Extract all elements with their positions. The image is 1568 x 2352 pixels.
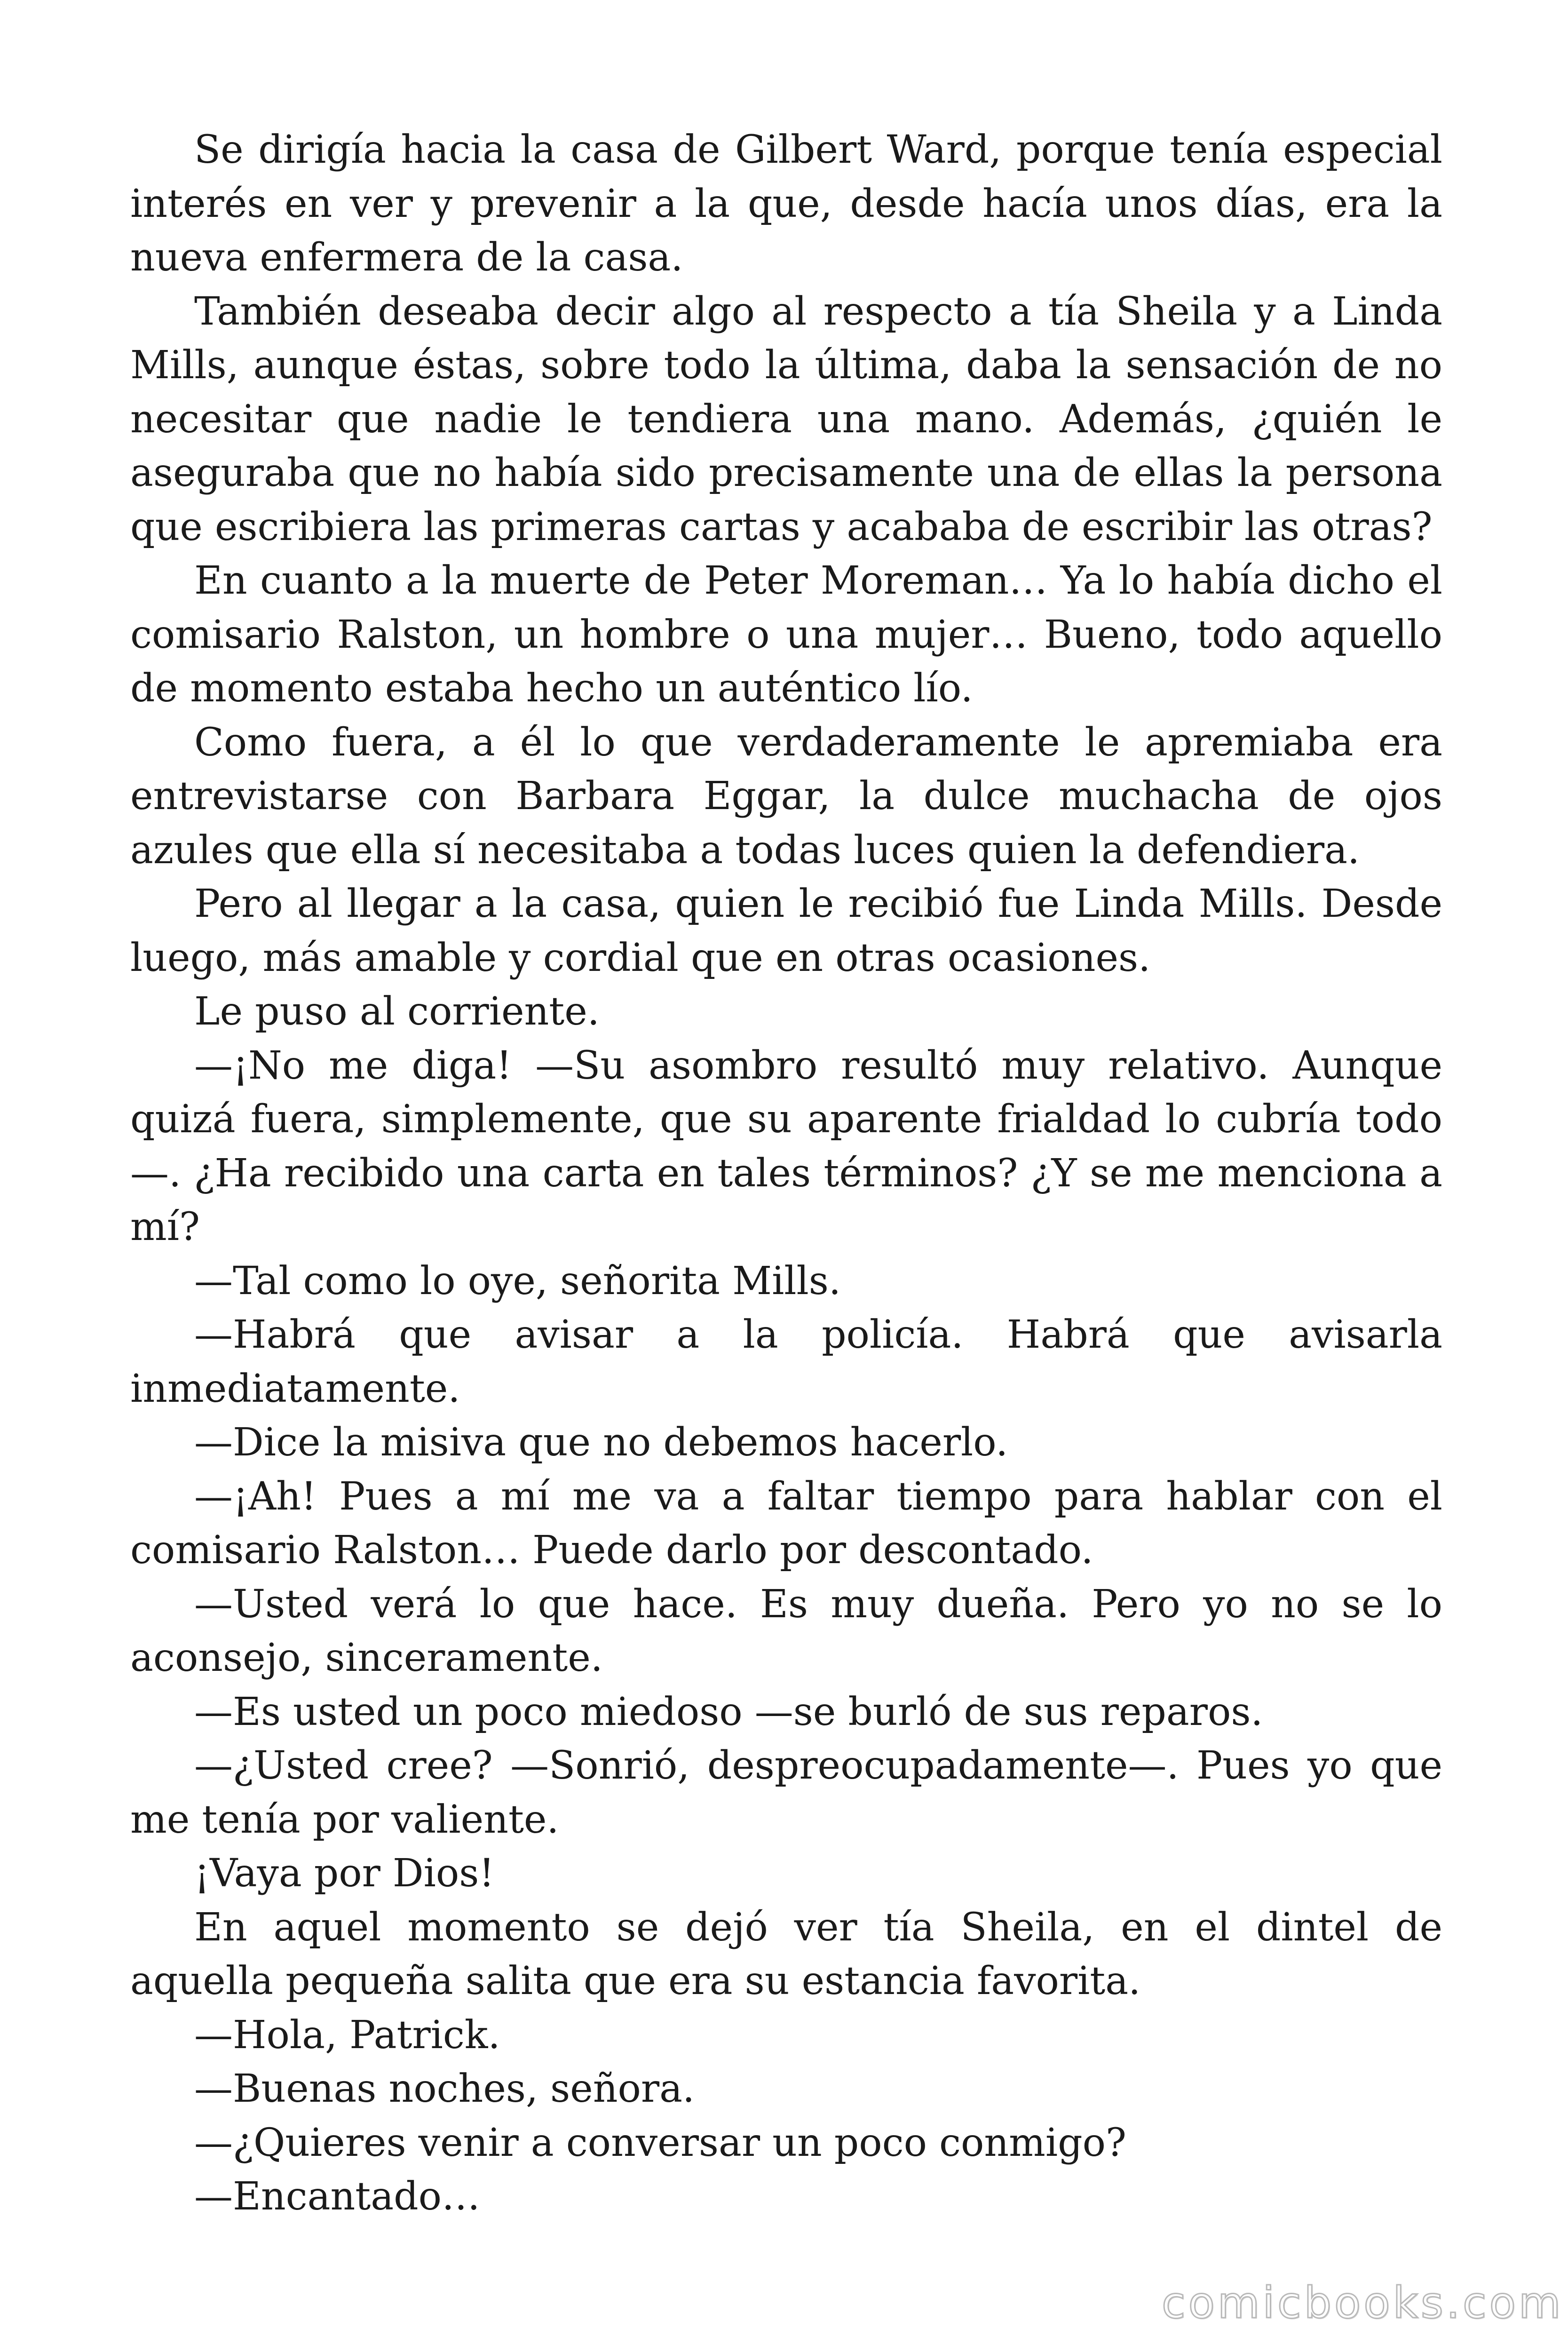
paragraph: Como fuera, a él lo que verdaderamente le apremiaba era entrevistarse con Barbara Eggar, la dulce muchacha de ojos azules que ella sí necesitaba a todas luces quien la defendiera. [130, 720, 1442, 873]
paragraph: —Buenas noches, señora. [194, 2066, 695, 2111]
paragraph: En cuanto a la muerte de Peter Moreman… Ya lo había dicho el comisario Ralston, un hombre o una mujer… Bueno, todo aquello de momento estaba hecho un auténtico lío. [130, 558, 1442, 711]
paragraph: —Es usted un poco miedoso —se burló de sus reparos. [194, 1689, 1263, 1734]
paragraph: —¿Usted cree? —Sonrió, despreocupadamente—. Pues yo que me tenía por valiente. [130, 1743, 1442, 1842]
paragraph: —Hola, Patrick. [194, 2012, 500, 2058]
paragraph: Se dirigía hacia la casa de Gilbert Ward, porque tenía especial interés en ver y prevenir a la que, desde hacía unos días, era la nueva enfermera de la casa. [130, 127, 1442, 280]
paragraph: —¿Quieres venir a conversar un poco conmigo? [194, 2120, 1126, 2165]
paragraph: —¡No me diga! —Su asombro resultó muy relativo. Aunque quizá fuera, simplemente, que su aparente frialdad lo cubría todo—. ¿Ha recibido una carta en tales términos? ¿Y se me menciona a mí? [130, 1043, 1442, 1249]
paragraph: Le puso al corriente. [194, 989, 600, 1034]
paragraph: También deseaba decir algo al respecto a tía Sheila y a Linda Mills, aunque éstas, sobre todo la última, daba la sensación de no necesitar que nadie le tendiera una mano. Además, ¿quién le aseguraba que no había sido precisamente una de ellas la persona que escribiera las primeras cartas y acababa de escribir las otras? [130, 289, 1442, 549]
paragraph: —Habrá que avisar a la policía. Habrá que avisarla inmediatamente. [130, 1312, 1442, 1411]
paragraph: —Dice la misiva que no debemos hacerlo. [194, 1420, 1008, 1465]
paragraph: —Encantado… [194, 2174, 480, 2219]
paragraph: Pero al llegar a la casa, quien le recibió fue Linda Mills. Desde luego, más amable y cordial que en otras ocasiones. [130, 882, 1442, 980]
paragraph: En aquel momento se dejó ver tía Sheila, en el dintel de aquella pequeña salita que era su estancia favorita. [130, 1905, 1442, 2003]
paragraph: —Tal como lo oye, señorita Mills. [194, 1258, 841, 1303]
paragraph: —¡Ah! Pues a mí me va a faltar tiempo para hablar con el comisario Ralston… Puede darlo por descontado. [130, 1474, 1442, 1573]
body-text [130, 123, 1442, 2224]
paragraph: —Usted verá lo que hace. Es muy dueña. Pero yo no se lo aconsejo, sinceramente. [130, 1581, 1442, 1680]
paragraph: ¡Vaya por Dios! [194, 1851, 495, 1896]
watermark: comicbooks.com [1162, 2278, 1564, 2328]
